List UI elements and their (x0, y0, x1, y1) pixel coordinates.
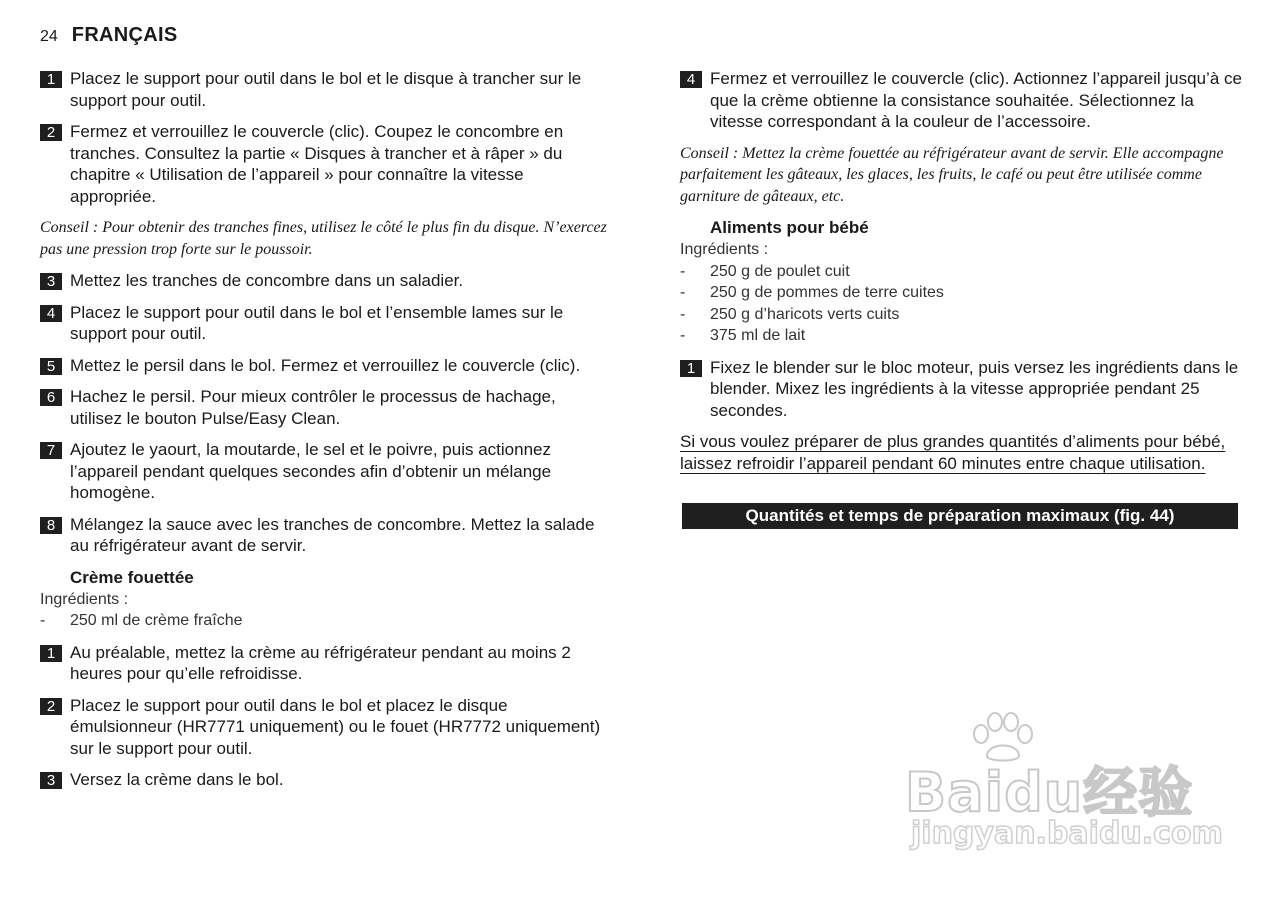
ingredient-text: 375 ml de lait (710, 327, 806, 344)
step-number-badge: 3 (40, 772, 62, 789)
step-text: Mettez le persil dans le bol. Fermez et verrouillez le couvercle (clic). (70, 355, 581, 375)
tip-text: Conseil : Mettez la crème fouettée au réfrigérateur avant de servir. Elle accompagne parfaitement les gâteaux, les glaces, les fruits, le café ou peut être utilisée comme garniture de gâteaux, etc. (680, 144, 1224, 205)
ingredients-label: Ingrédients : (680, 241, 769, 258)
step-text: Placez le support pour outil dans le bol et le disque à trancher sur le support pour outil. (70, 69, 582, 110)
ingredients-label: Ingrédients : (40, 590, 129, 608)
ingredient-item (680, 282, 1242, 304)
steps-group (680, 68, 1242, 133)
ingredients-list (680, 261, 1242, 347)
dash-bullet: - (680, 305, 686, 323)
step-text: Fermez et verrouillez le couvercle (clic). Coupez le concombre en tranches. Consultez la partie « Disques à trancher et à râper » du chapitre « Utilisation de l’appareil » pour connaître la vitesse appropriée. (70, 122, 564, 206)
instruction-step (40, 270, 610, 292)
language-title: FRANÇAIS (71, 24, 178, 46)
ingredient-item (40, 610, 610, 632)
step-number-badge: 3 (40, 273, 62, 290)
tip-text: Conseil : Pour obtenir des tranches fines, utilisez le côté le plus fin du disque. N’exercez pas une pression trop forte sur le poussoir. (40, 219, 607, 258)
instruction-step (40, 695, 610, 760)
instruction-step (40, 769, 610, 791)
section-title-baby-food: Aliments pour bébé (710, 218, 869, 237)
watermark-brand: Baidu经验 (905, 761, 1194, 824)
step-number-badge: 4 (40, 305, 62, 322)
instruction-step (40, 514, 610, 557)
instruction-step (40, 121, 610, 207)
steps-group (40, 270, 610, 557)
step-text: Versez la crème dans le bol. (70, 770, 284, 789)
step-number-badge: 4 (680, 71, 702, 88)
step-number-badge: 8 (40, 517, 62, 534)
step-number-badge: 5 (40, 358, 62, 375)
step-number-badge: 6 (40, 389, 62, 406)
section-banner: Quantités et temps de préparation maximaux (fig. 44) (682, 503, 1238, 529)
step-text: Fermez et verrouillez le couvercle (clic). Actionnez l’appareil jusqu’à ce que la crème obtienne la consistance souhaitée. Sélectionnez la vitesse correspondant à la couleur de l’accessoire. (710, 69, 1242, 131)
page-header (40, 24, 178, 47)
ingredient-item (680, 304, 1242, 326)
dash-bullet: - (680, 262, 686, 280)
ingredient-item (680, 325, 1242, 347)
ingredient-text: 250 g de pommes de terre cuites (710, 284, 944, 301)
watermark-url: jingyan.baidu.com (911, 816, 1223, 851)
dash-bullet: - (680, 327, 686, 344)
instruction-step (40, 68, 610, 111)
instruction-step (40, 642, 610, 685)
step-number-badge: 2 (40, 124, 62, 141)
step-number-badge: 7 (40, 442, 62, 459)
ingredient-text: 250 g de poulet cuit (710, 262, 850, 280)
step-number-badge: 1 (40, 71, 62, 88)
step-text: Fixez le blender sur le bloc moteur, puis versez les ingrédients dans le blender. Mixez les ingrédients à la vitesse appropriée pendant 25 secondes. (710, 357, 1239, 420)
ingredient-item (680, 261, 1242, 283)
instruction-step (680, 68, 1242, 133)
step-text: Hachez le persil. Pour mieux contrôler le processus de hachage, utilisez le bouton Pulse/Easy Clean. (70, 387, 556, 428)
warning-text: Si vous voulez préparer de plus grandes quantités d’aliments pour bébé, laissez refroidir l’appareil pendant 60 minutes entre chaque utilisation. (680, 432, 1226, 473)
page-number: 24 (40, 28, 58, 45)
steps-group (680, 357, 1242, 422)
ingredient-text: 250 ml de crème fraîche (70, 612, 243, 629)
dash-bullet: - (680, 284, 686, 301)
steps-group (40, 68, 610, 207)
step-text: Mélangez la sauce avec les tranches de concombre. Mettez la salade au réfrigérateur avant de servir. (70, 514, 595, 555)
step-text: Placez le support pour outil dans le bol et placez le disque émulsionneur (HR7771 uniquement) ou le fouet (HR7772 uniquement) sur le support pour outil. (70, 695, 601, 758)
right-column (680, 68, 1242, 529)
instruction-step (40, 302, 610, 345)
instruction-step (40, 355, 610, 377)
instruction-step (40, 439, 610, 504)
steps-group (40, 642, 610, 791)
instruction-step (680, 357, 1242, 422)
step-text: Placez le support pour outil dans le bol et l’ensemble lames sur le support pour outil. (70, 302, 564, 343)
baidu-watermark (905, 712, 1223, 862)
step-text: Au préalable, mettez la crème au réfrigérateur pendant au moins 2 heures pour qu’elle refroidisse. (70, 642, 571, 683)
section-title-whipped-cream: Crème fouettée (70, 567, 194, 587)
left-column (40, 68, 610, 801)
ingredient-text: 250 g d’haricots verts cuits (710, 305, 900, 323)
step-number-badge: 1 (680, 360, 702, 377)
dash-bullet: - (40, 612, 46, 629)
ingredients-list (40, 610, 610, 632)
step-number-badge: 2 (40, 698, 62, 715)
instruction-step (40, 386, 610, 429)
step-text: Mettez les tranches de concombre dans un saladier. (70, 271, 464, 290)
step-text: Ajoutez le yaourt, la moutarde, le sel et le poivre, puis actionnez l’appareil pendant quelques secondes afin d’obtenir un mélange homogène. (70, 440, 552, 502)
step-number-badge: 1 (40, 645, 62, 662)
